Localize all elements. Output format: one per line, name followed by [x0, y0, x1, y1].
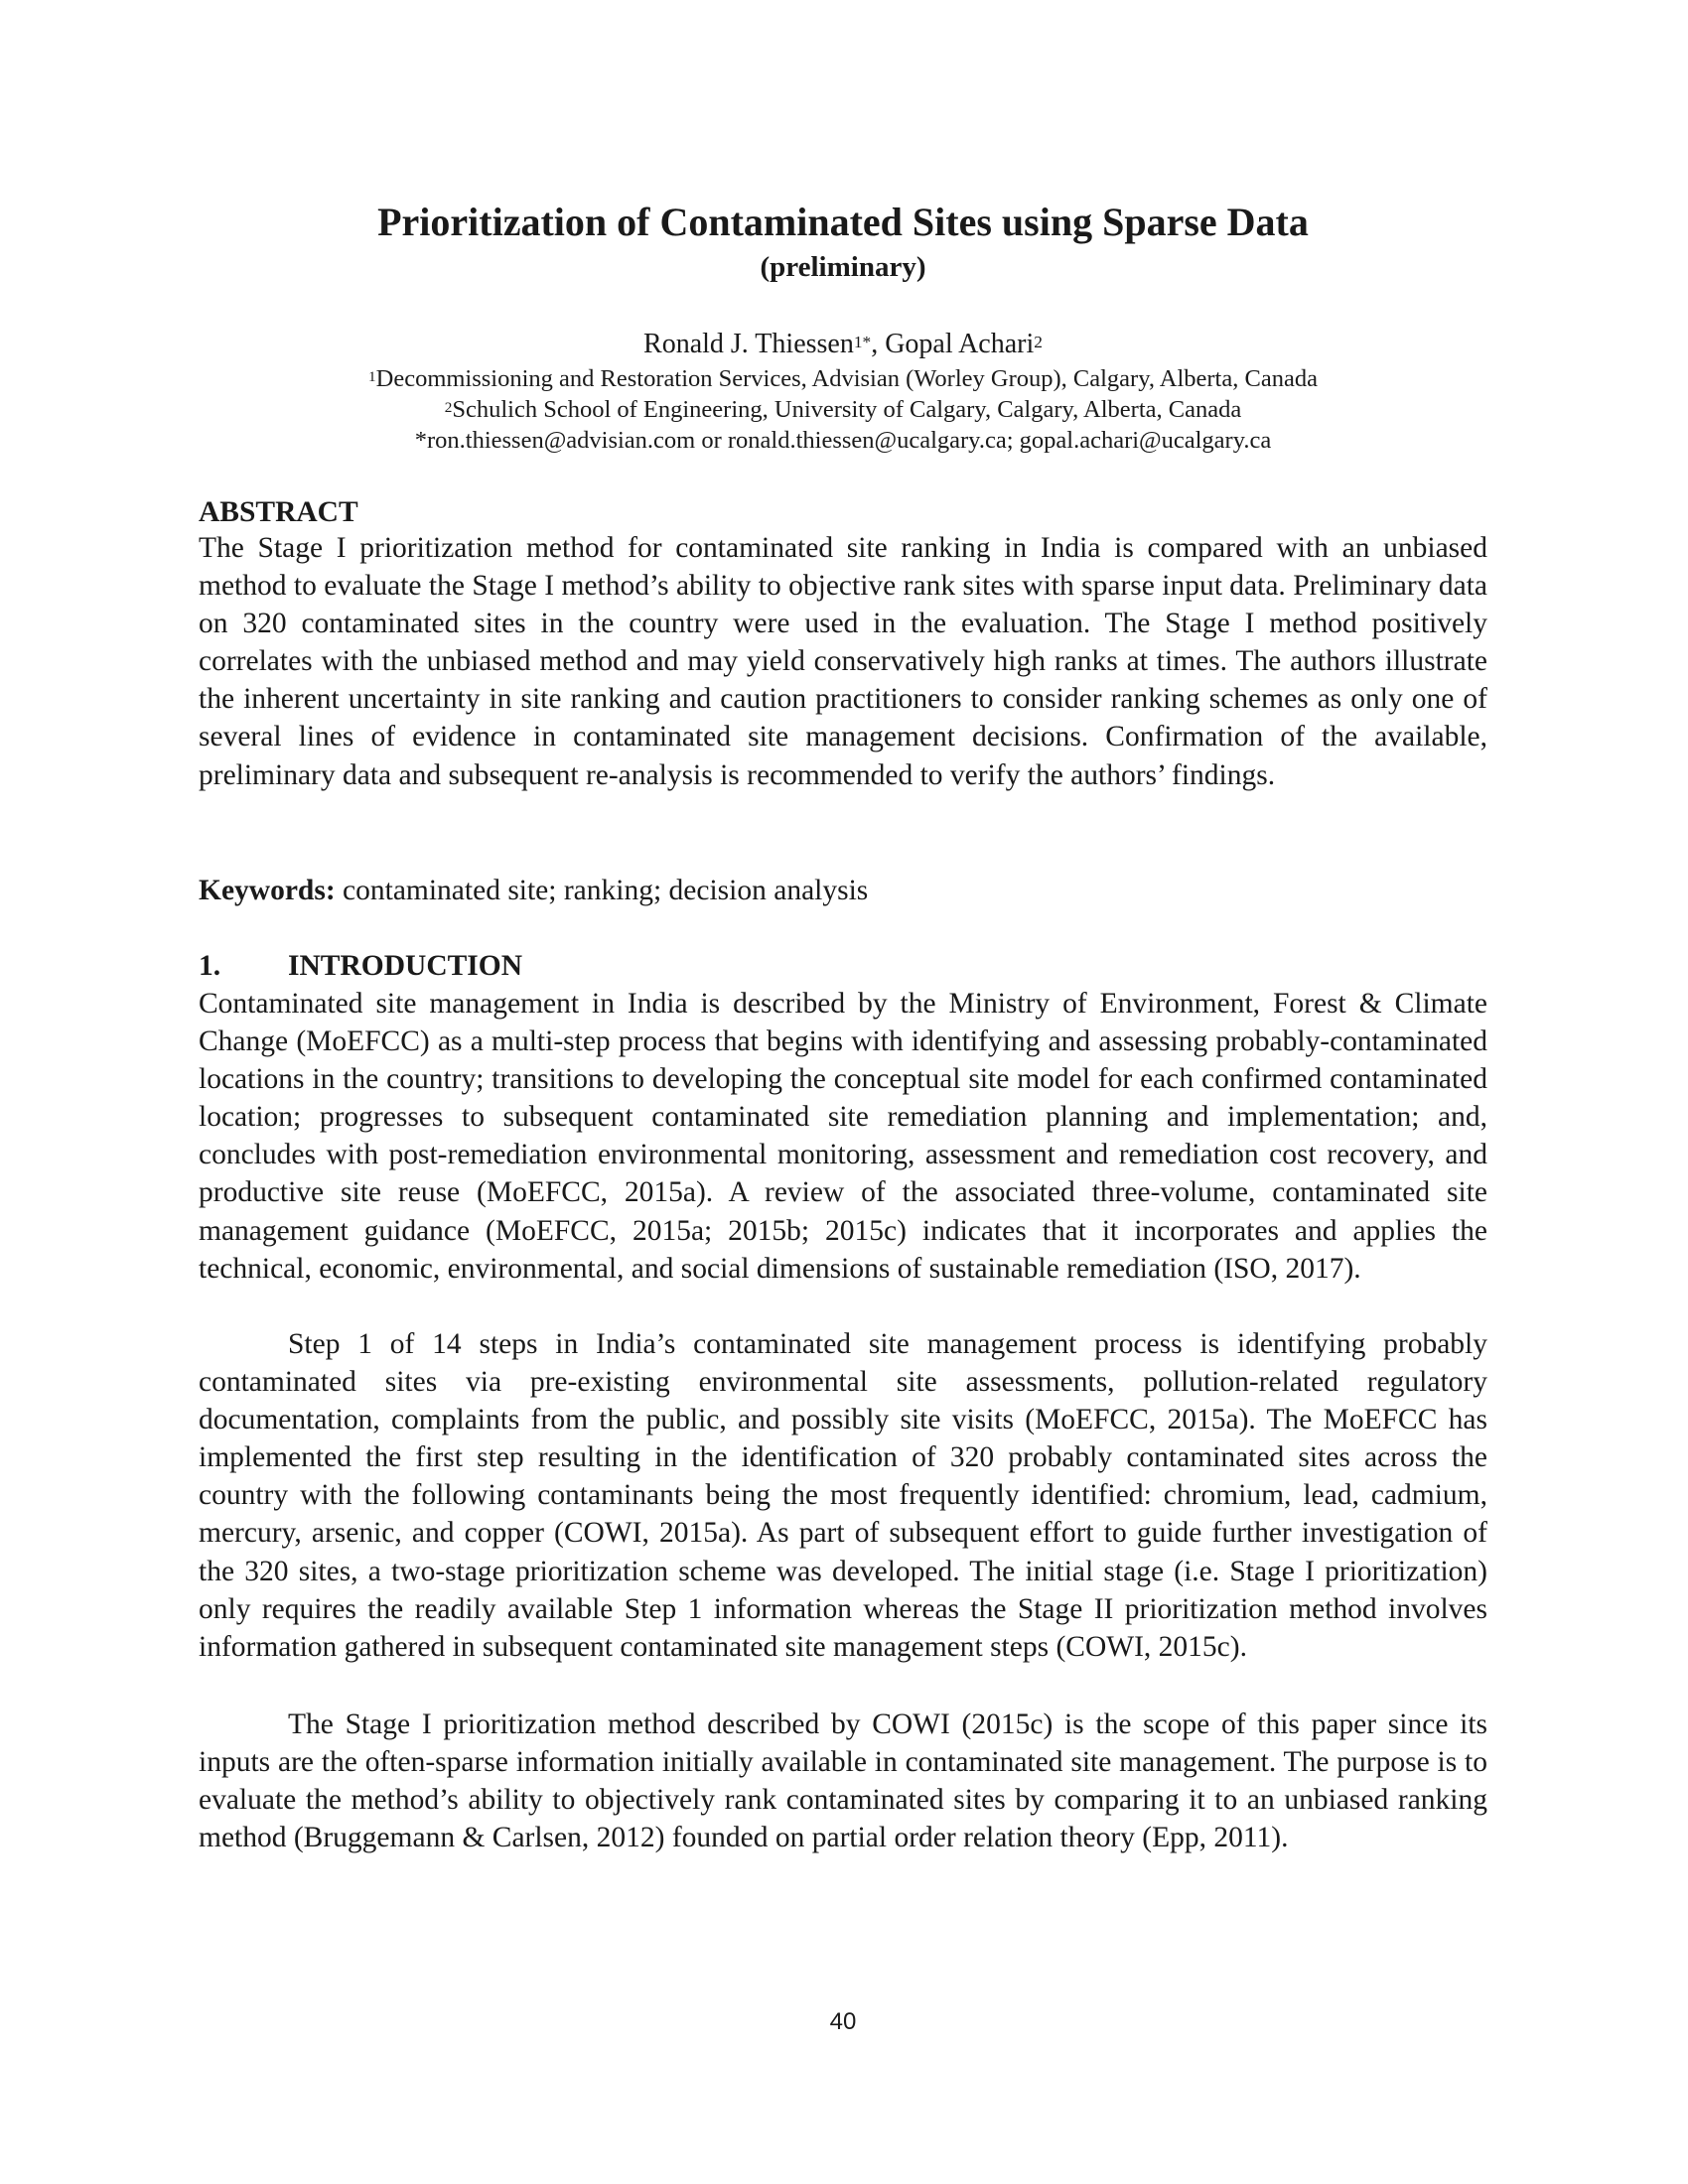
affiliation-text: Schulich School of Engineering, University of Calgary, Calgary, Alberta, Canada [452, 396, 1242, 423]
author-name: Ronald J. Thiessen [643, 329, 854, 359]
author-name: Gopal Achari [885, 329, 1035, 359]
abstract-heading: ABSTRACT [199, 496, 358, 528]
intro-paragraph: Contaminated site management in India is described by the Ministry of Environment, Forest & Climate Change (MoEFCC) as a multi-step process that begins with identifying and assessing probably-contaminated locations in the country; transitions to developing the conceptual site model for each confirmed contaminated location; progresses to subsequent contaminated site remediation planning and implementation; and, concludes with post-remediation environmental monitoring, assessment and remediation cost recovery, and productive site reuse (MoEFCC, 2015a). A review of the associated three-volume, contaminated site management guidance (MoEFCC, 2015a; 2015b; 2015c) indicates that it incorporates and applies the technical, economic, environmental, and social dimensions of sustainable remediation (ISO, 2017). [199, 988, 1487, 1285]
section-title: INTRODUCTION [288, 950, 523, 982]
keywords-label: Keywords: [199, 875, 336, 906]
keywords-line [199, 872, 868, 909]
section-heading-introduction [199, 948, 522, 984]
affiliation [199, 395, 1487, 425]
affiliation-text: Decommissioning and Restoration Services, Advisian (Worley Group), Calgary, Alberta, Canada [375, 365, 1318, 392]
author-superscript: 2 [1034, 333, 1043, 351]
paper-page [199, 0, 1487, 2184]
paper-subtitle: (preliminary) [760, 251, 926, 283]
author-separator: , [871, 329, 886, 359]
intro-paragraph: The Stage I prioritization method described by COWI (2015c) is the scope of this paper since its inputs are the often-sparse information initially available in contaminated site management. The purpose is to evaluate the method’s ability to objectively rank contaminated sites by comparing it to an unbiased ranking method (Bruggemann & Carlsen, 2012) founded on partial order relation theory (Epp, 2011). [199, 1708, 1487, 1854]
paper-title: Prioritization of Contaminated Sites using Sparse Data [377, 200, 1309, 244]
section-number: 1. [199, 950, 221, 982]
affiliation-superscript: 1 [368, 368, 376, 385]
intro-paragraph: Step 1 of 14 steps in India’s contaminated site management process is identifying probably contaminated sites via pre-existing environmental site assessments, pollution-related regulatory documentation, complaints from the public, and possibly site visits (MoEFCC, 2015a). The MoEFCC has implemented the first step resulting in the identification of 320 probably contaminated sites across the country with the following contaminants being the most frequently identified: chromium, lead, cadmium, mercury, arsenic, and copper (COWI, 2015a). As part of subsequent effort to guide further investigation of the 320 sites, a two-stage prioritization scheme was developed. The initial stage (i.e. Stage I prioritization) only requires the readily available Step 1 information whereas the Stage II prioritization method involves information gathered in subsequent contaminated site management steps (COWI, 2015c). [199, 1328, 1487, 1663]
author-line [199, 328, 1487, 361]
keywords-text: contaminated site; ranking; decision analysis [335, 875, 869, 906]
abstract-text: The Stage I prioritization method for contaminated site ranking in India is compared with an unbiased method to evaluate the Stage I method’s ability to objective rank sites with sparse input data. Preliminary data on 320 contaminated sites in the country were used in the evaluation. The Stage I method positively correlates with the unbiased method and may yield conservatively high ranks at times. The authors illustrate the inherent uncertainty in site ranking and caution practitioners to consider ranking schemes as only one of several lines of evidence in contaminated site management decisions. Confirmation of the available, preliminary data and subsequent re-analysis is recommended to verify the authors’ findings. [199, 532, 1487, 791]
page-number: 40 [829, 2008, 857, 2035]
author-superscript: 1* [853, 333, 872, 351]
affiliation [199, 364, 1487, 394]
contact-emails: *ron.thiessen@advisian.com or ronald.thiessen@ucalgary.ca; gopal.achari@ucalgary.ca [414, 427, 1272, 454]
affiliation-superscript: 2 [444, 399, 453, 416]
